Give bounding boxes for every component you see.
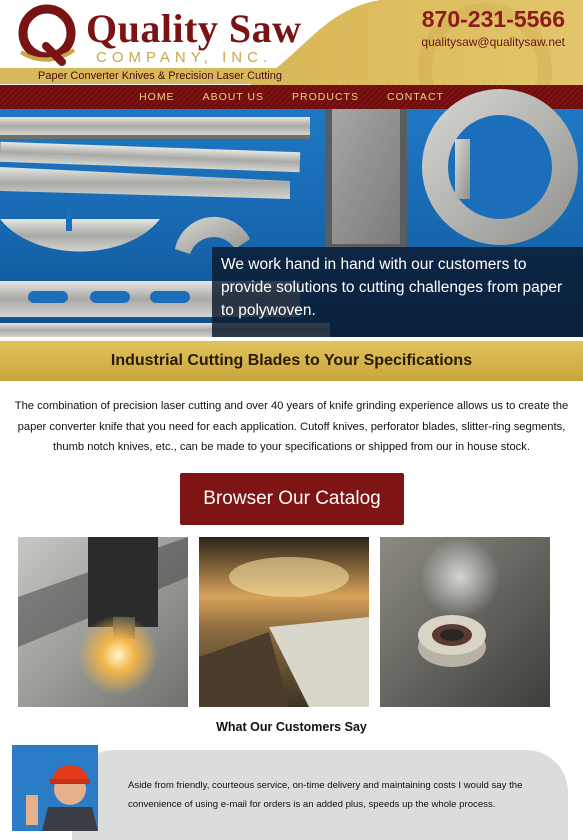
hero-banner: [0, 109, 583, 337]
site-header: [0, 0, 583, 85]
laser-cutting-photo: [18, 537, 188, 707]
knife-roll-photo: [199, 537, 369, 707]
customer-avatar: [12, 745, 98, 831]
logo-sub: COMPANY, INC.: [96, 49, 273, 66]
quality-saw-logo-icon[interactable]: [16, 4, 78, 66]
browse-catalog-button[interactable]: [180, 473, 404, 525]
testimonials-heading: What Our Customers Say: [216, 720, 367, 734]
nav-contact[interactable]: CONTACT: [386, 91, 444, 103]
hero-caption: We work hand in hand with our customers to provide solutions to cutting challenges from paper to polywoven.: [221, 256, 563, 319]
nav-home[interactable]: HOME: [139, 91, 175, 103]
phone-number[interactable]: 870-231-5566: [421, 6, 565, 32]
logo-name[interactable]: Quality Saw: [86, 6, 302, 51]
tagline: Paper Converter Knives & Precision Laser Cutting: [38, 70, 282, 82]
email-link[interactable]: qualitysaw@qualitysaw.net: [421, 35, 565, 49]
testimonial-quote: Aside from friendly, courteous service, on-time delivery and maintaining costs I would say the convenience of using e-mail for orders is an added plus, speeds up the whole process.: [128, 780, 523, 810]
browse-catalog-label: Browser Our Catalog: [203, 488, 381, 509]
intro-paragraph: The combination of precision laser cutting and over 40 years of knife grinding experience allows us to create the paper converter knife that you need for each application. Cutoff knives, perforator blades, slitter-ring segments, thumb notch knives, etc., can be made to your specifications or shipped from our in house stock.: [14, 400, 569, 453]
nav-about-us[interactable]: ABOUT US: [202, 91, 265, 103]
nav-products[interactable]: PRODUCTS: [292, 91, 359, 103]
specs-banner-title: Industrial Cutting Blades to Your Specifications: [110, 352, 473, 369]
specs-banner: [0, 341, 583, 381]
precision-part-photo: [380, 537, 550, 707]
